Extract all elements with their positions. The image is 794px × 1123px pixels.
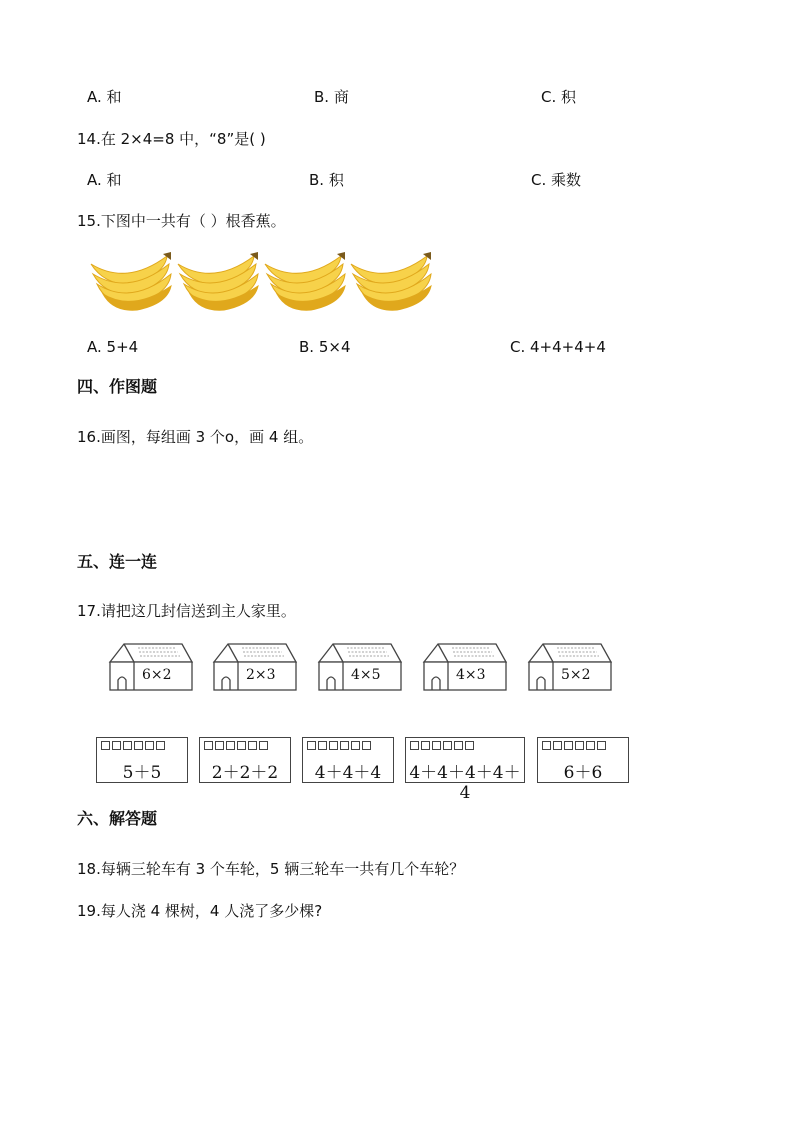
q19-stem: 19.每人浇 4 棵树，4 人浇了多少棵? <box>77 902 323 920</box>
section-heading-matching: 五、连一连 <box>77 552 158 571</box>
postcode-boxes <box>410 741 474 750</box>
postcode-boxes <box>204 741 268 750</box>
q15-option-a: A. 5+4 <box>87 338 139 356</box>
letter-expression: 6＋6 <box>563 763 603 783</box>
letter-expression: 5＋5 <box>122 763 162 783</box>
q14-option-b: B. 积 <box>309 171 344 189</box>
section-heading-drawing: 四、作图题 <box>77 377 158 396</box>
letter-envelope <box>199 737 291 783</box>
q14-option-a: A. 和 <box>87 171 122 189</box>
banana-bunch <box>174 250 260 312</box>
banana-bunch <box>261 250 347 312</box>
q18-stem: 18.每辆三轮车有 3 个车轮，5 辆三轮车一共有几个车轮？ <box>77 860 465 878</box>
house-expression: 2×3 <box>246 667 276 683</box>
postcode-boxes <box>307 741 371 750</box>
house-expression: 4×5 <box>351 667 381 683</box>
q13-option-b: B. 商 <box>314 88 349 106</box>
postcode-boxes <box>101 741 165 750</box>
q15-option-c: C. 4+4+4+4 <box>510 338 606 356</box>
house-expression: 6×2 <box>142 667 172 683</box>
house <box>527 640 613 692</box>
letter-envelope <box>537 737 629 783</box>
q14-stem: 14.在 2×4=8 中，“8”是( ) <box>77 130 266 148</box>
letter-expression: 4＋4＋4＋4＋4 <box>409 763 521 803</box>
letter-envelope <box>405 737 525 803</box>
house <box>317 640 403 692</box>
q14-option-c: C. 乘数 <box>531 171 582 189</box>
house <box>422 640 508 692</box>
postcode-boxes <box>542 741 606 750</box>
q17-stem: 17.请把这几封信送到主人家里。 <box>77 602 296 620</box>
house-expression: 5×2 <box>561 667 591 683</box>
letter-expression: 2＋2＋2 <box>211 763 279 783</box>
q15-option-b: B. 5×4 <box>299 338 351 356</box>
letter-expression: 4＋4＋4 <box>314 763 382 783</box>
q13-option-a: A. 和 <box>87 88 122 106</box>
banana-bunch <box>87 250 173 312</box>
banana-bunch <box>347 250 433 312</box>
q13-option-c: C. 积 <box>541 88 577 106</box>
q16-stem: 16.画图，每组画 3 个o，画 4 组。 <box>77 428 314 446</box>
house <box>108 640 194 692</box>
letter-envelope <box>96 737 188 783</box>
letter-envelope <box>302 737 394 783</box>
house-expression: 4×3 <box>456 667 486 683</box>
house <box>212 640 298 692</box>
q15-stem: 15.下图中一共有（ ）根香蕉。 <box>77 212 286 230</box>
section-heading-answers: 六、解答题 <box>77 809 158 828</box>
